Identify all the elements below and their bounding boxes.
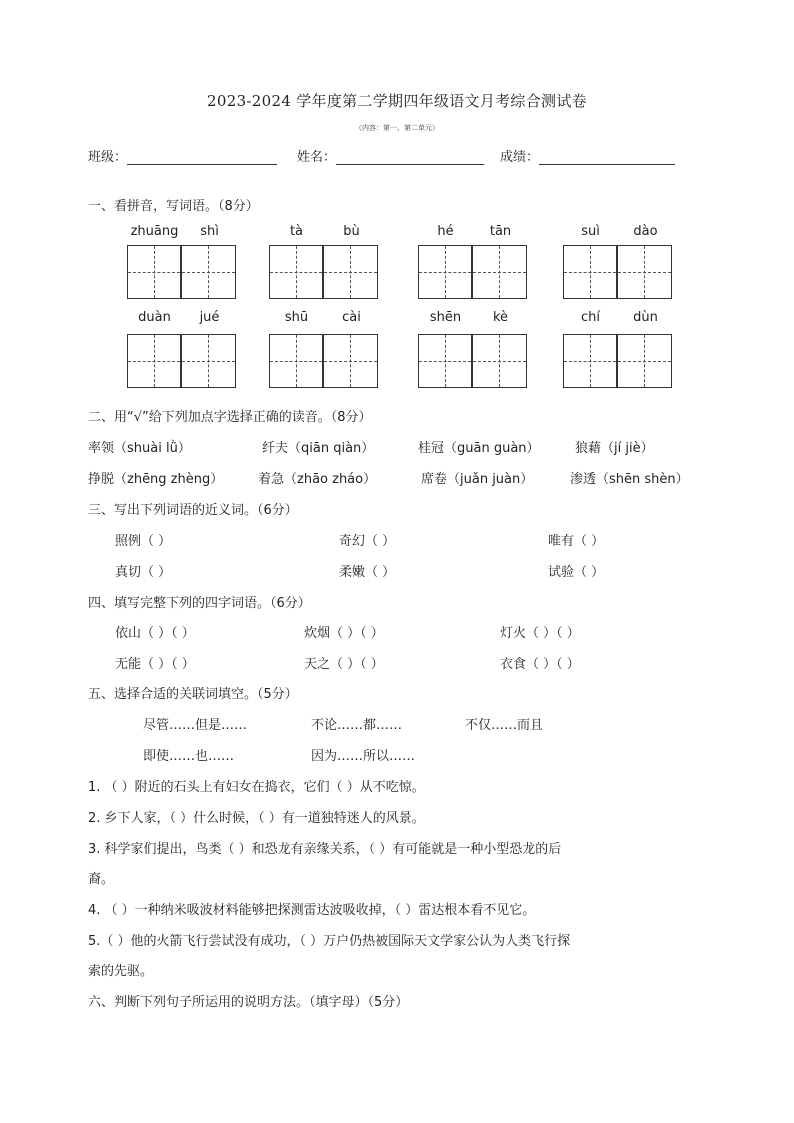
question-5-2[interactable]: 2. 乡下人家，（ ）什么时候，（ ）有一道独特迷人的风景。 — [88, 811, 425, 826]
section-2-heading: 二、用“√”给下列加点字选择正确的读音。（8分） — [88, 410, 372, 425]
score-label: 成绩： — [500, 150, 540, 165]
reading-item-5[interactable]: 挣脱（zhēng zhèng） — [88, 472, 224, 487]
writing-grid-8[interactable] — [563, 334, 672, 388]
reading-item-3[interactable]: 桂冠（guān guàn） — [418, 441, 540, 456]
class-field[interactable] — [88, 146, 277, 165]
writing-grid-3[interactable] — [418, 245, 527, 299]
pinyin-4: suì dào — [581, 224, 658, 239]
section-4-heading: 四、填写完整下列的四字词语。（6分） — [88, 596, 311, 611]
writing-grid-2[interactable] — [269, 245, 378, 299]
reading-item-2[interactable]: 纤夫（qiān qiàn） — [262, 441, 375, 456]
conjunction-option-3: 不仅……而且 — [465, 718, 544, 733]
idiom-item-4[interactable]: 无能（ ）（ ） — [115, 657, 195, 672]
synonym-item-3[interactable]: 唯有（ ） — [548, 534, 605, 549]
score-blank[interactable] — [539, 150, 675, 165]
idiom-item-2[interactable]: 炊烟（ ）（ ） — [304, 626, 384, 641]
name-blank[interactable] — [336, 150, 484, 165]
conjunction-option-4: 即使……也…… — [143, 749, 235, 764]
score-field[interactable] — [500, 146, 675, 165]
question-5-5[interactable]: 5.（ ）他的火箭飞行尝试没有成功，（ ）万户仍热被国际天文学家公认为人类飞行探 — [88, 934, 571, 949]
question-5-4[interactable]: 4. （ ）一种纳米吸波材料能够把探测雷达波吸收掉，（ ）雷达根本看不见它。 — [88, 903, 536, 918]
pinyin-1: zhuāng shì — [130, 224, 219, 239]
question-5-5-cont: 索的先驱。 — [88, 964, 154, 979]
reading-item-1[interactable]: 率领（shuài lǜ） — [88, 441, 191, 456]
question-5-3-cont: 裔。 — [88, 872, 115, 887]
class-label: 班级： — [88, 150, 128, 165]
idiom-item-1[interactable]: 依山（ ）（ ） — [115, 626, 195, 641]
name-label: 姓名： — [297, 150, 337, 165]
pinyin-2: tà bù — [289, 224, 360, 239]
pinyin-6: shū cài — [284, 310, 361, 325]
page-title: 2023-2024 学年度第二学期四年级语文月考综合测试卷 — [207, 92, 587, 110]
idiom-item-3[interactable]: 灯火（ ）（ ） — [500, 626, 580, 641]
synonym-item-4[interactable]: 真切（ ） — [115, 565, 172, 580]
writing-grid-1[interactable] — [127, 245, 236, 299]
reading-item-6[interactable]: 着急（zhāo zháo） — [258, 472, 377, 487]
idiom-item-6[interactable]: 衣食（ ）（ ） — [500, 657, 580, 672]
pinyin-5: duàn jué — [138, 310, 220, 325]
pinyin-3: hé tān — [437, 224, 512, 239]
class-blank[interactable] — [127, 150, 277, 165]
synonym-item-1[interactable]: 照例（ ） — [115, 534, 172, 549]
page-subtitle: （内容：第一、第二单元） — [355, 124, 439, 132]
synonym-item-6[interactable]: 试验（ ） — [548, 565, 605, 580]
synonym-item-5[interactable]: 柔嫩（ ） — [339, 565, 396, 580]
conjunction-option-5: 因为……所以…… — [311, 749, 416, 764]
name-field[interactable] — [297, 146, 484, 165]
pinyin-7: shēn kè — [429, 310, 509, 325]
question-5-1[interactable]: 1. （ ）附近的石头上有妇女在捣衣，它们（ ）从不吃惊。 — [88, 780, 425, 795]
conjunction-option-2: 不论……都…… — [311, 718, 403, 733]
reading-item-8[interactable]: 渗透（shēn shèn） — [570, 472, 689, 487]
question-5-3[interactable]: 3. 科学家们提出，鸟类（ ）和恐龙有亲缘关系，（ ）有可能就是一种小型恐龙的后 — [88, 842, 562, 857]
reading-item-7[interactable]: 席卷（juǎn juàn） — [421, 472, 534, 487]
section-5-heading: 五、选择合适的关联词填空。（5分） — [88, 687, 298, 702]
writing-grid-4[interactable] — [563, 245, 672, 299]
reading-item-4[interactable]: 狼藉（jí jiè） — [575, 441, 654, 456]
writing-grid-5[interactable] — [127, 334, 236, 388]
pinyin-8: chí dùn — [581, 310, 658, 325]
section-6-heading: 六、判断下列句子所运用的说明方法。（填字母）（5分） — [88, 995, 409, 1010]
conjunction-option-1: 尽管……但是…… — [143, 718, 248, 733]
synonym-item-2[interactable]: 奇幻（ ） — [339, 534, 396, 549]
idiom-item-5[interactable]: 天之（ ）（ ） — [304, 657, 384, 672]
section-1-heading: 一、看拼音，写词语。（8分） — [88, 199, 259, 214]
writing-grid-7[interactable] — [418, 334, 527, 388]
section-3-heading: 三、写出下列词语的近义词。（6分） — [88, 503, 298, 518]
writing-grid-6[interactable] — [269, 334, 378, 388]
